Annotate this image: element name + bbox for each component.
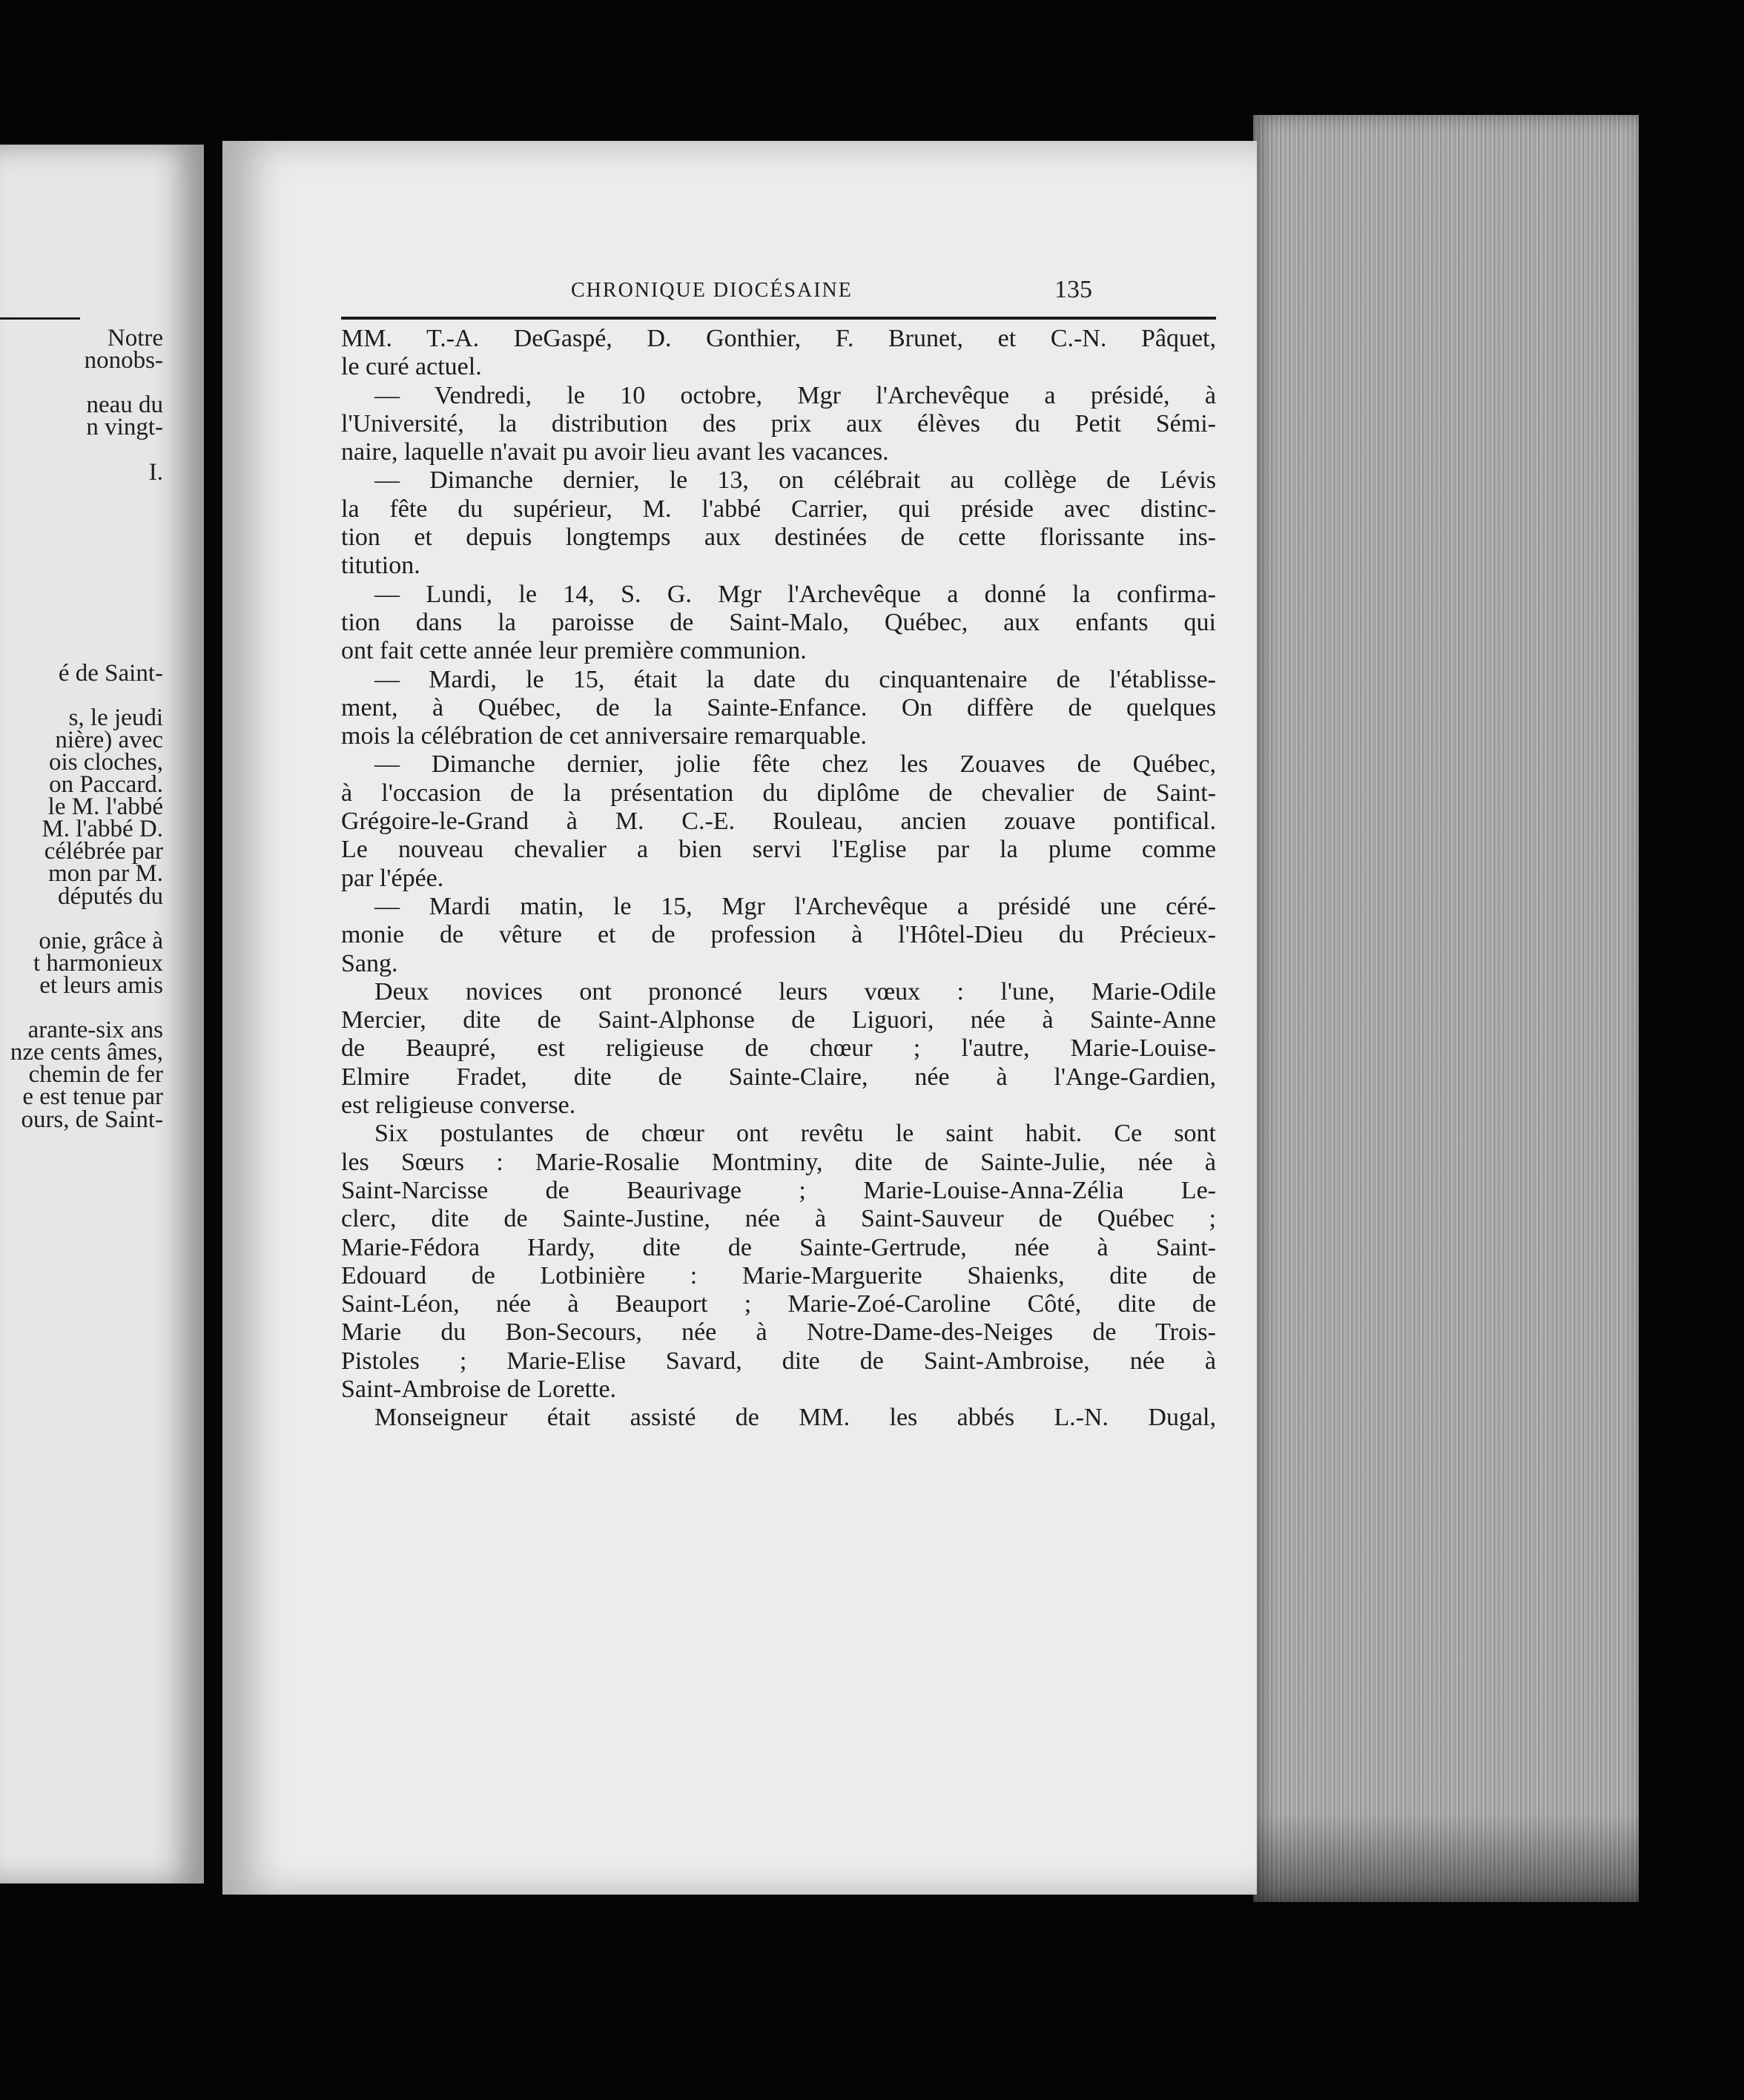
left-page-line: députés du — [57, 882, 163, 910]
text-line: — Mardi matin, le 15, Mgr l'Archevêque a présidé une céré- — [374, 892, 1216, 920]
text-line: naire, laquelle n'avait pu avoir lieu avant les vacances. — [341, 438, 889, 466]
left-page-line: ois cloches, — [49, 748, 163, 776]
text-line: clerc, dite de Sainte-Justine, née à Saint-Sauveur de Québec ; — [341, 1205, 1216, 1233]
text-line: Grégoire-le-Grand à M. C.-E. Rouleau, ancien zouave pontifical. — [341, 808, 1216, 836]
left-page-line: on Paccard. — [49, 771, 163, 798]
text-line: Mercier, dite de Saint-Alphonse de Liguori, née à Sainte-Anne — [341, 1006, 1216, 1034]
text-line: Saint-Ambroise de Lorette. — [341, 1375, 617, 1403]
text-line: Edouard de Lotbinière : Marie-Marguerite Shaienks, dite de — [341, 1261, 1216, 1290]
left-page-line: Notre — [107, 325, 163, 351]
text-line: Six postulantes de chœur ont revêtu le saint habit. Ce sont — [374, 1120, 1216, 1148]
text-line: monie de vêture et de profession à l'Hôtel-Dieu du Précieux- — [341, 921, 1216, 949]
running-head: CHRONIQUE DIOCÉSAINE — [571, 279, 853, 302]
left-page-line: e est tenue par — [22, 1083, 163, 1111]
left-page-line: onie, grâce à — [39, 927, 163, 954]
text-line: — Dimanche dernier, le 13, on célébrait au collège de Lévis — [374, 466, 1216, 495]
left-page-line: t harmonieux — [33, 949, 163, 977]
text-line: les Sœurs : Marie-Rosalie Montminy, dite de Sainte-Julie, née à — [341, 1148, 1216, 1176]
text-line: — Vendredi, le 10 octobre, Mgr l'Archevêque a présidé, à — [374, 381, 1216, 409]
text-line: titution. — [341, 552, 420, 580]
left-page-line: nière) avec — [55, 726, 163, 753]
text-line: Elmire Fradet, dite de Sainte-Claire, née à l'Ange-Gardien, — [341, 1063, 1216, 1091]
left-page-line: M. l'abbé D. — [42, 816, 163, 843]
left-page-line: mon par M. — [48, 860, 163, 888]
left-page-line: nonobs- — [84, 347, 163, 374]
left-page-line: s, le jeudi — [68, 704, 163, 731]
book-page-edges — [1253, 115, 1639, 1902]
text-line: ment, à Québec, de la Sainte-Enfance. On diffère de quelques — [341, 693, 1216, 722]
left-page-line: le M. l'abbé — [47, 793, 163, 821]
page-number: 135 — [1054, 276, 1092, 303]
header-rule — [341, 317, 1216, 320]
text-line: est religieuse converse. — [341, 1092, 576, 1120]
text-line: Saint-Narcisse de Beaurivage ; Marie-Louise-Anna-Zélia Le- — [341, 1176, 1216, 1204]
left-page-line: neau du — [86, 392, 163, 419]
body-text — [341, 325, 1216, 1433]
text-line: le curé actuel. — [341, 353, 482, 381]
text-line: ont fait cette année leur première communion. — [341, 637, 807, 665]
right-page — [222, 141, 1257, 1895]
left-page-line: I. — [148, 458, 163, 486]
text-line: Pistoles ; Marie-Elise Savard, dite de Saint-Ambroise, née à — [341, 1347, 1216, 1375]
text-line: Deux novices ont prononcé leurs vœux : l'une, Marie-Odile — [374, 977, 1216, 1006]
text-line: mois la célébration de cet anniversaire remarquable. — [341, 722, 867, 750]
text-line: Saint-Léon, née à Beauport ; Marie-Zoé-Caroline Côté, dite de — [341, 1290, 1216, 1318]
left-page-line: chemin de fer — [28, 1061, 163, 1089]
text-line: la fête du supérieur, M. l'abbé Carrier, qui préside avec distinc- — [341, 495, 1216, 523]
text-line: — Lundi, le 14, S. G. Mgr l'Archevêque a donné la confirma- — [374, 580, 1216, 608]
left-page — [0, 145, 204, 1883]
left-page-line: n vingt- — [86, 414, 163, 441]
left-page-line: arante-six ans — [27, 1017, 163, 1044]
left-page-text — [0, 145, 185, 1883]
text-line: de Beaupré, est religieuse de chœur ; l'autre, Marie-Louise- — [341, 1034, 1216, 1063]
left-page-line: célébrée par — [44, 838, 163, 865]
text-line: tion dans la paroisse de Saint-Malo, Québec, aux enfants qui — [341, 608, 1216, 636]
text-line: à l'occasion de la présentation du diplôme de chevalier de Saint- — [341, 779, 1216, 807]
text-line: Monseigneur était assisté de MM. les abbés L.-N. Dugal, — [374, 1404, 1216, 1432]
text-line: par l'épée. — [341, 864, 444, 892]
left-page-line: é de Saint- — [58, 659, 163, 687]
text-line: — Mardi, le 15, était la date du cinquantenaire de l'établisse- — [374, 665, 1216, 693]
left-page-line: nze cents âmes, — [10, 1039, 163, 1066]
text-line: l'Université, la distribution des prix aux élèves du Petit Sémi- — [341, 409, 1216, 438]
text-line: MM. T.-A. DeGaspé, D. Gonthier, F. Brunet, et C.-N. Pâquet, — [341, 325, 1216, 352]
left-page-line: ours, de Saint- — [21, 1106, 163, 1133]
text-line: tion et depuis longtemps aux destinées de cette florissante ins- — [341, 524, 1216, 552]
text-line: — Dimanche dernier, jolie fête chez les Zouaves de Québec, — [374, 750, 1216, 779]
text-line: Le nouveau chevalier a bien servi l'Eglise par la plume comme — [341, 836, 1216, 864]
text-line: Sang. — [341, 949, 398, 977]
text-line: Marie du Bon-Secours, née à Notre-Dame-des-Neiges de Trois- — [341, 1318, 1216, 1347]
left-page-line: et leurs amis — [39, 971, 163, 999]
text-line: Marie-Fédora Hardy, dite de Sainte-Gertrude, née à Saint- — [341, 1233, 1216, 1261]
